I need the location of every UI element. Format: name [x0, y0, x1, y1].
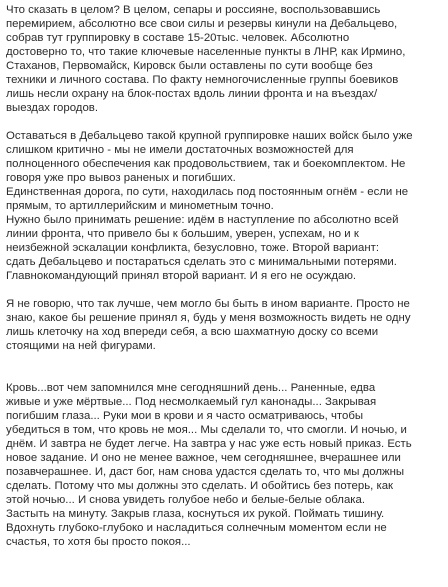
post-line: Я не говорю, что так лучше, чем могло бы быть в ином варианте. Просто не	[6, 298, 410, 310]
post-line: погибшим глаза... Руки мои в крови и я часто осматриваюсь, чтобы	[6, 410, 364, 422]
post-line: достоверно то, что такие ключевые населенные пункты в ЛНР, как Ирмино,	[6, 46, 406, 58]
post-line: Кровь...вот чем запомнился мне сегодняшний день... Раненные, едва	[6, 382, 376, 394]
post-line: перемирием, абсолютно все свои силы и резервы кинули на Дебальцево,	[6, 18, 398, 30]
post-line: стоящими на ней фигурами.	[6, 340, 156, 352]
post-line: днём. И завтра не будет легче. На завтра у нас уже есть новый приказ. Есть	[6, 438, 412, 450]
post-line: знаю, какое бы решение принял я, будь у меня возможность видеть не одну	[6, 312, 411, 324]
post-line: лишь клеточку на ход впереди себя, а всю шахматную доску со всеми	[6, 326, 379, 338]
post-line: сделать. Потому что мы должны это сделать. И обойтись без потерь, как	[6, 480, 394, 492]
paragraph-gap	[6, 115, 444, 129]
post-line: полноценного обеспечения как продовольствием, так и боекомплектом. Не	[6, 158, 406, 170]
paragraph-gap	[6, 283, 444, 297]
post-line: Главнокомандующий принял второй вариант. И я его не осуждаю.	[6, 270, 357, 282]
post-line: лишь несли охрану на блок-постах вдоль линии фронта и на въездах/	[6, 88, 378, 100]
post-line: выездах городов.	[6, 102, 98, 114]
post-line: Нужно было принимать решение: идём в наступление по абсолютно всей	[6, 214, 399, 226]
post-line: прямым, то артиллерийским и минометным точно.	[6, 200, 274, 212]
post-line: Вдохнуть глубоко-глубоко и насладиться солнечным моментом если не	[6, 522, 387, 534]
post-line: неизбежной эскалации конфликта, безусловно, тоже. Второй вариант:	[6, 242, 379, 254]
post-line: Что сказать в целом? В целом, сепары и россияне, воспользовавшись	[6, 4, 381, 16]
post-line: Единственная дорога, по сути, находилась под постоянным огнём - если не	[6, 186, 409, 198]
paragraph-gap	[6, 367, 444, 381]
post-line: говоря уже про вывоз раненых и погибших.	[6, 172, 236, 184]
post-body	[6, 3, 444, 549]
paragraph-gap	[6, 353, 444, 367]
post-line: собрав тут группировку в составе 15-20тыс. человек. Абсолютно	[6, 32, 350, 44]
post-line: позавчерашнее. И, даст бог, нам снова удастся сделать то, что мы должны	[6, 466, 405, 478]
post-line: Застыть на минуту. Закрыв глаза, коснуться их рукой. Поймать тишину.	[6, 508, 385, 520]
post-line: линии фронта, что привело бы к большим, уверен, успехам, но и к	[6, 228, 359, 240]
post-line: Оставаться в Дебальцево такой крупной группировке наших войск было уже	[6, 130, 413, 142]
post-line: слишком критично - мы не имели достаточных возможностей для	[6, 144, 354, 156]
post-line: сдать Дебальцево и постараться сделать это с минимальными потерями.	[6, 256, 397, 268]
post-line: Стаханов, Первомайск, Кировск были оставлены по сути вообще без	[6, 60, 373, 72]
post-line: техники и личного состава. По факту немногочисленные группы боевиков	[6, 74, 399, 86]
post-line: убедиться в том, что кровь не моя... Мы сделали то, что смогли. И ночью, и	[6, 424, 407, 436]
post-line: новое задание. И оно не менее важное, чем сегодняшнее, вчерашнее или	[6, 452, 401, 464]
post-line: живые и уже мёртвые... Под несмолкаемый гул канонады... Закрывая	[6, 396, 377, 408]
post-line: счастья, то хотя бы просто покоя...	[6, 536, 191, 548]
post-line: этой ночью... И снова увидеть голубое небо и белые-белые облака.	[6, 494, 366, 506]
